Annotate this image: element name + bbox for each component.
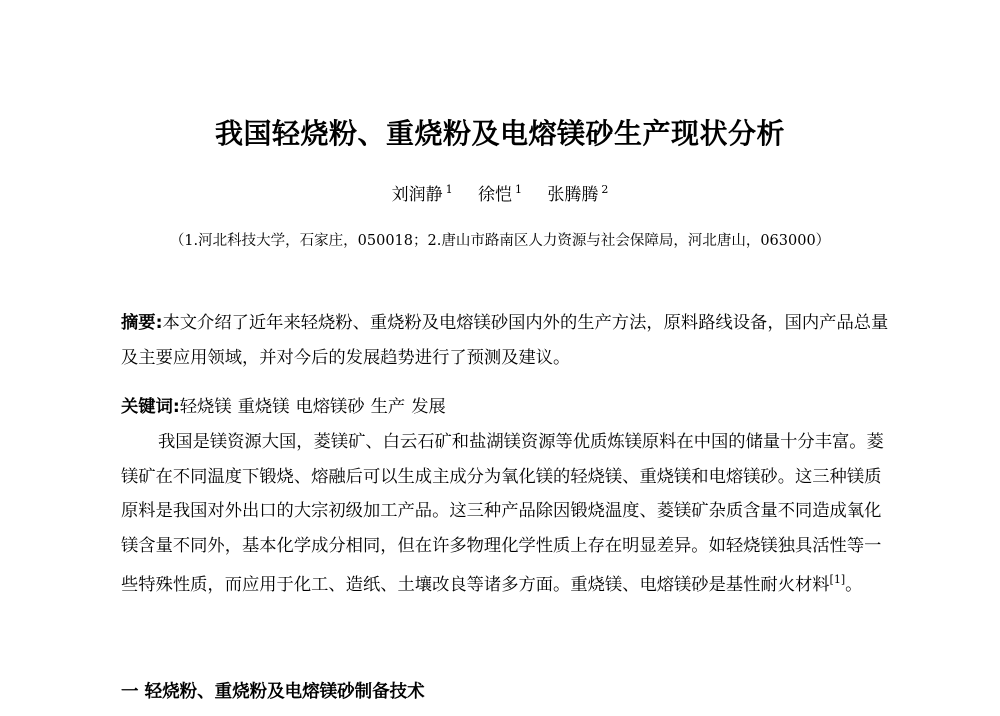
abstract-label: 摘要: bbox=[121, 313, 163, 333]
author-name: 张腾腾 bbox=[547, 185, 599, 205]
section-heading: 一 轻烧粉、重烧粉及电熔镁砂制备技术 bbox=[121, 682, 425, 702]
body-paragraph bbox=[121, 425, 889, 603]
author-name: 刘润静 bbox=[391, 185, 443, 205]
keywords bbox=[121, 390, 889, 425]
paragraph-end: 。 bbox=[845, 575, 863, 595]
abstract-text: 本文介绍了近年来轻烧粉、重烧粉及电熔镁砂国内外的生产方法，原料路线设备，国内产品总量及主要应用领域，并对今后的发展趋势进行了预测及建议。 bbox=[121, 313, 889, 368]
abstract bbox=[121, 306, 889, 375]
author-affiliation-mark: 1 bbox=[515, 183, 522, 196]
keyword: 电熔镁砂 bbox=[295, 397, 365, 417]
citation-marker[interactable]: [1] bbox=[829, 573, 846, 586]
keyword: 轻烧镁 bbox=[179, 397, 232, 417]
author bbox=[478, 185, 522, 205]
keyword: 生产 bbox=[370, 397, 406, 417]
paragraph-text: 我国是镁资源大国，菱镁矿、白云石矿和盐湖镁资源等优质炼镁原料在中国的储量十分丰富。菱镁矿在不同温度下锻烧、熔融后可以生成主成分为氧化镁的轻烧镁、重烧镁和电熔镁砂。这三种镁质原料是我国对外出口的大宗初级加工产品。这三种产品除因锻烧温度、菱镁矿杂质含量不同造成氧化镁含量不同外，基本化学成分相同，但在许多物理化学性质上存在明显差异。如轻烧镁独具活性等一些特殊性质，而应用于化工、造纸、土壤改良等诸多方面。重烧镁、电熔镁砂是基性耐火材料 bbox=[121, 432, 884, 595]
author-name: 徐恺 bbox=[478, 185, 512, 205]
author-affiliation-mark: 2 bbox=[601, 183, 609, 196]
affiliations: （1.河北科技大学，石家庄，050018；2.唐山市路南区人力资源与社会保障局，河北唐山，063000） bbox=[169, 233, 831, 249]
keyword: 发展 bbox=[411, 397, 446, 417]
author bbox=[392, 185, 453, 205]
keywords-label: 关键词: bbox=[121, 397, 180, 417]
author-affiliation-mark: 1 bbox=[445, 183, 453, 196]
author bbox=[547, 185, 608, 205]
author-list bbox=[0, 180, 1000, 205]
keyword: 重烧镁 bbox=[237, 397, 290, 417]
paper-title: 我国轻烧粉、重烧粉及电熔镁砂生产现状分析 bbox=[214, 117, 785, 150]
